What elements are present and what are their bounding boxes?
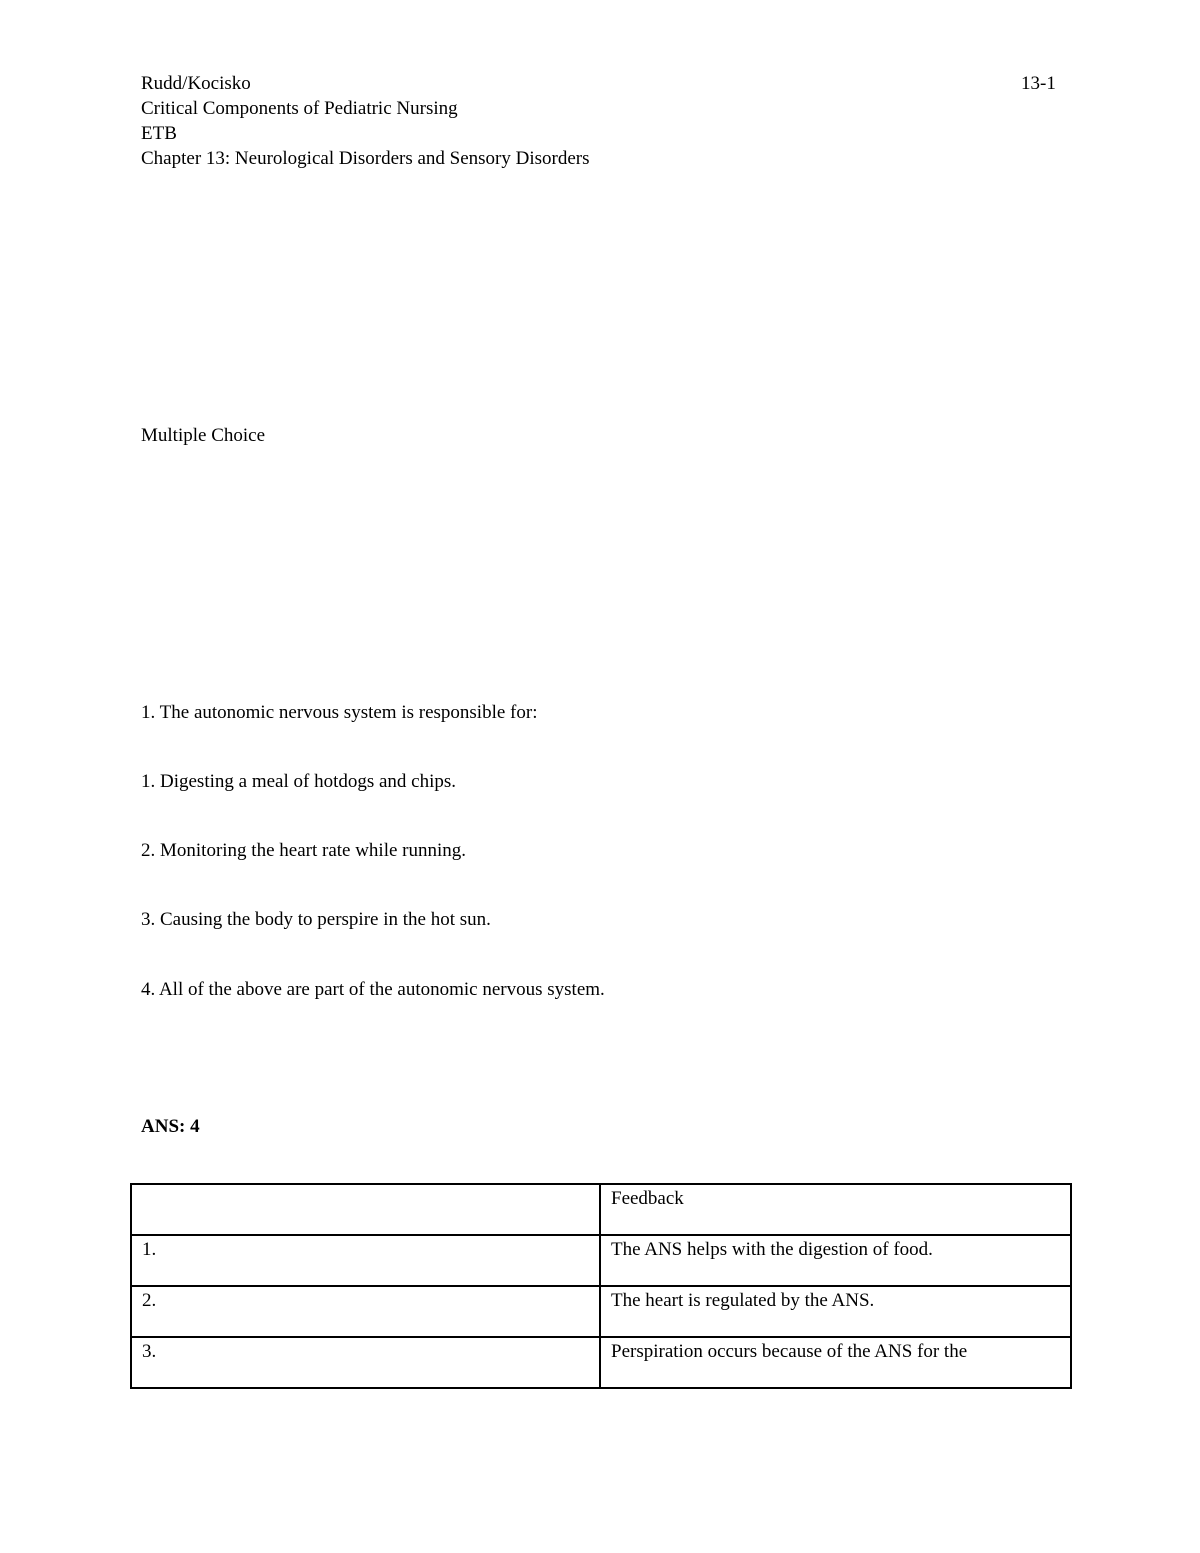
table-header-cell: Feedback [600, 1184, 1071, 1235]
option-number-cell: 1. [131, 1235, 600, 1286]
feedback-cell: Perspiration occurs because of the ANS for the [600, 1337, 1071, 1388]
header-authors: Rudd/Kocisko [141, 73, 251, 94]
edition: ETB [141, 123, 177, 144]
option-number-cell: 2. [131, 1286, 600, 1337]
option-number-cell: 3. [131, 1337, 600, 1388]
answer-option: 4. All of the above are part of the autonomic nervous system. [141, 979, 605, 1000]
chapter-title: Chapter 13: Neurological Disorders and Sensory Disorders [141, 148, 590, 169]
table-header-row [131, 1184, 1071, 1235]
feedback-table [130, 1183, 1072, 1389]
answer-option: 2. Monitoring the heart rate while running. [141, 840, 467, 861]
section-heading: Multiple Choice [141, 425, 266, 446]
book-title: Critical Components of Pediatric Nursing [141, 98, 458, 119]
question-stem: 1. The autonomic nervous system is responsible for: [141, 702, 538, 723]
answer-option: 1. Digesting a meal of hotdogs and chips. [141, 771, 457, 792]
table-row [131, 1337, 1071, 1388]
feedback-cell: The heart is regulated by the ANS. [600, 1286, 1071, 1337]
feedback-cell: The ANS helps with the digestion of food. [600, 1235, 1071, 1286]
table-row [131, 1235, 1071, 1286]
table-row [131, 1286, 1071, 1337]
correct-answer: ANS: 4 [141, 1116, 200, 1137]
table-header-cell [131, 1184, 600, 1235]
answer-option: 3. Causing the body to perspire in the hot sun. [141, 909, 491, 930]
page-number: 13-1 [1021, 73, 1056, 94]
